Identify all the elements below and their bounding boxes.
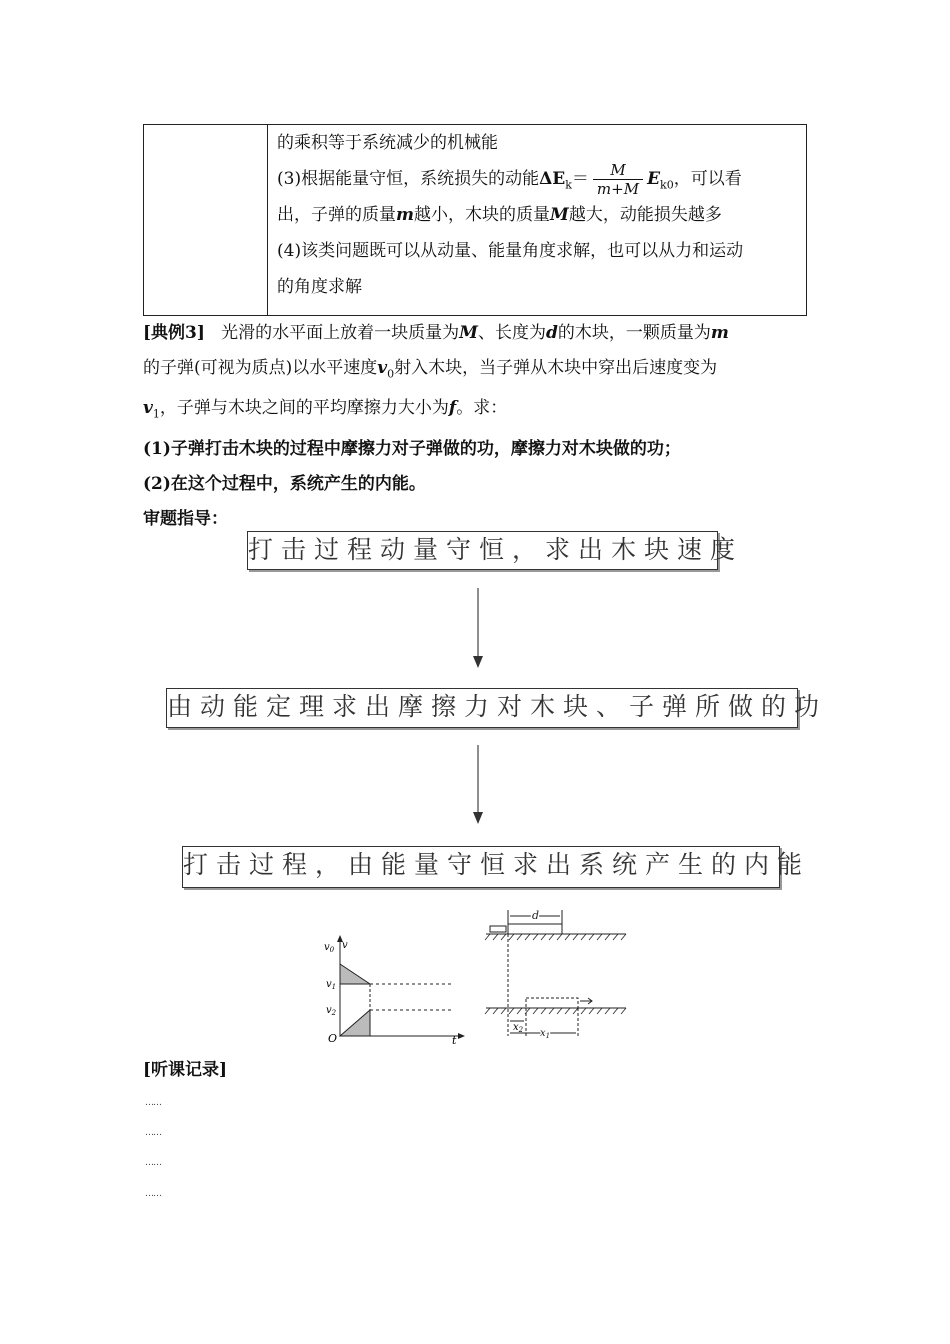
table-line-5: 的角度求解	[277, 277, 362, 297]
label-v0: $v_0$	[324, 942, 335, 954]
bullet-initial	[490, 926, 506, 932]
label-x2: $x_2$	[513, 1022, 524, 1034]
example-line-3: $v_1$，子弹与木块之间的平均摩擦力大小为f。求：	[143, 398, 508, 421]
label-v1: $v_1$	[326, 979, 337, 991]
note-line-3[interactable]: ……	[145, 1158, 161, 1168]
example-line-2: 的子弹(可视为质点)以水平速度$v_0$射入木块，当子弹从木块中穿出后速度变为	[143, 358, 718, 381]
question-1: (1)子弹打击木块的过程中摩擦力对子弹做的功，摩擦力对木块做的功；	[143, 438, 681, 459]
guide-heading: 审题指导：	[143, 508, 228, 529]
example-line-1: [典例3] 光滑的水平面上放着一块质量为M、长度为d的木块，一颗质量为m	[143, 323, 729, 343]
bullet-line-area	[340, 964, 370, 984]
t-axis-arrow	[458, 1033, 465, 1039]
note-line-1[interactable]: ……	[145, 1098, 161, 1108]
flow-step-1: 打击过程动量守恒，求出木块速度	[247, 531, 718, 570]
note-line-4[interactable]: ……	[145, 1189, 161, 1199]
bullet-exit-arrow	[580, 998, 592, 1004]
label-x1: $x_1$	[540, 1028, 551, 1040]
label-v: v	[342, 940, 348, 951]
table-line-2: (3)根据能量守恒，系统损失的动能$\Delta E_k=$ $\frac{M}{m+M}$ $E_{k0}$，可以看	[277, 161, 742, 198]
flow-arrow-1-head	[473, 656, 483, 668]
label-v2: $v_2$	[326, 1005, 337, 1017]
block-final	[526, 998, 578, 1008]
label-t: t	[452, 1034, 457, 1045]
ground-top-hatch	[485, 934, 626, 940]
table-line-4: (4)该类问题既可以从动量、能量角度求解，也可以从力和运动	[277, 241, 744, 261]
block-line-area	[340, 1010, 370, 1036]
table-line-3: 出，子弹的质量m越小，木块的质量M越大，动能损失越多	[277, 205, 722, 225]
energy-fraction: $\frac{M}{m+M}$	[593, 161, 643, 198]
question-2: (2)在这个过程中，系统产生的内能。	[143, 473, 426, 494]
velocity-time-graph	[320, 930, 470, 1045]
note-line-2[interactable]: ……	[145, 1128, 161, 1138]
block-initial	[508, 924, 562, 934]
ground-bottom-hatch	[485, 1008, 626, 1014]
block-diagram	[480, 900, 630, 1050]
flow-arrow-2-head	[473, 812, 483, 824]
notes-title: [听课记录]	[143, 1060, 228, 1080]
flow-step-2: 由动能定理求出摩擦力对木块、子弹所做的功	[166, 688, 798, 728]
label-d: d	[532, 909, 540, 922]
label-origin: O	[328, 1032, 338, 1045]
flow-step-3: 打击过程，由能量守恒求出系统产生的内能	[182, 846, 780, 888]
table-line-1: 的乘积等于系统减少的机械能	[277, 133, 498, 153]
